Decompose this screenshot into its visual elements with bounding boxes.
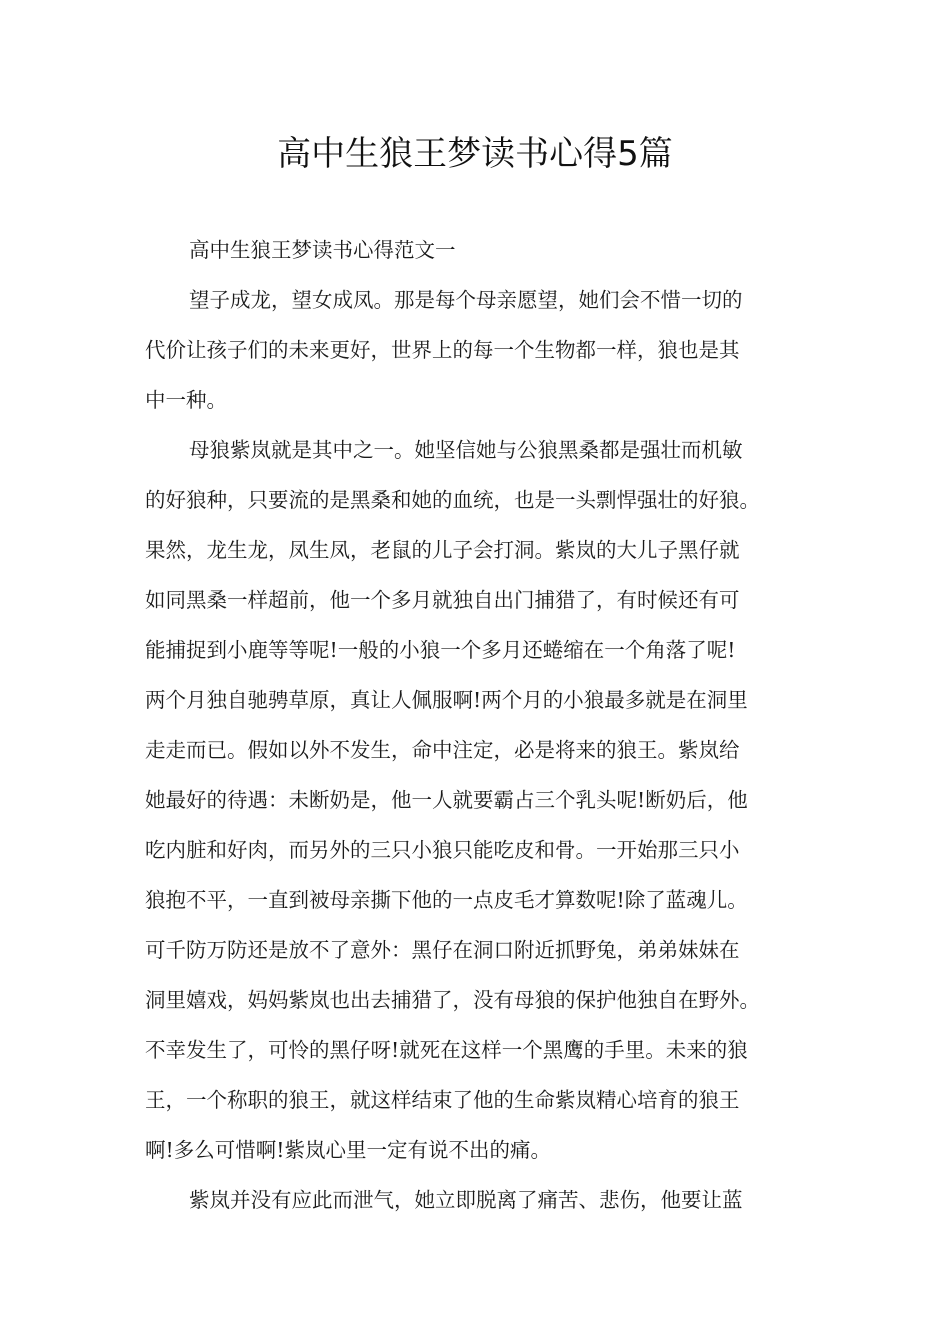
text-line: 代价让孩子们的未来更好，世界上的每一个生物都一样，狼也是其	[145, 338, 740, 362]
text-line: 狼抱不平，一直到被母亲撕下他的一点皮毛才算数呢!除了蓝魂儿。	[145, 888, 748, 912]
text-line: 如同黑桑一样超前，他一个多月就独自出门捕猎了，有时候还有可	[145, 588, 740, 612]
text-line: 不幸发生了，可怜的黑仔呀!就死在这样一个黑鹰的手里。未来的狼	[145, 1038, 748, 1062]
text-line: 两个月独自驰骋草原，真让人佩服啊!两个月的小狼最多就是在洞里	[145, 688, 748, 712]
text-line: 果然，龙生龙，凤生凤，老鼠的儿子会打洞。紫岚的大儿子黑仔就	[145, 538, 740, 562]
text-line: 高中生狼王梦读书心得范文一	[189, 238, 456, 262]
document-body	[145, 225, 810, 1225]
text-line: 中一种。	[145, 388, 227, 412]
text-line: 可千防万防还是放不了意外：黑仔在洞口附近抓野兔，弟弟妹妹在	[145, 938, 740, 962]
document-title: 高中生狼王梦读书心得5篇	[277, 134, 673, 174]
text-line: 走走而已。假如以外不发生，命中注定，必是将来的狼王。紫岚给	[145, 738, 740, 762]
text-line: 望子成龙，望女成凤。那是每个母亲愿望，她们会不惜一切的	[189, 288, 743, 312]
text-line: 母狼紫岚就是其中之一。她坚信她与公狼黑桑都是强壮而机敏	[189, 438, 743, 462]
text-line: 啊!多么可惜啊!紫岚心里一定有说不出的痛。	[145, 1138, 551, 1162]
text-line: 能捕捉到小鹿等等呢!一般的小狼一个多月还蜷缩在一个角落了呢!	[145, 638, 736, 662]
text-line: 王，一个称职的狼王，就这样结束了他的生命紫岚精心培育的狼王	[145, 1088, 740, 1112]
text-line: 吃内脏和好肉，而另外的三只小狼只能吃皮和骨。一开始那三只小	[145, 838, 740, 862]
text-line: 紫岚并没有应此而泄气，她立即脱离了痛苦、悲伤，他要让蓝	[189, 1188, 743, 1212]
text-line: 的好狼种，只要流的是黑桑和她的血统，也是一头剽悍强壮的好狼。	[145, 488, 760, 512]
text-line: 洞里嬉戏，妈妈紫岚也出去捕猎了，没有母狼的保护他独自在野外。	[145, 988, 760, 1012]
text-line: 她最好的待遇：未断奶是，他一人就要霸占三个乳头呢!断奶后，他	[145, 788, 748, 812]
